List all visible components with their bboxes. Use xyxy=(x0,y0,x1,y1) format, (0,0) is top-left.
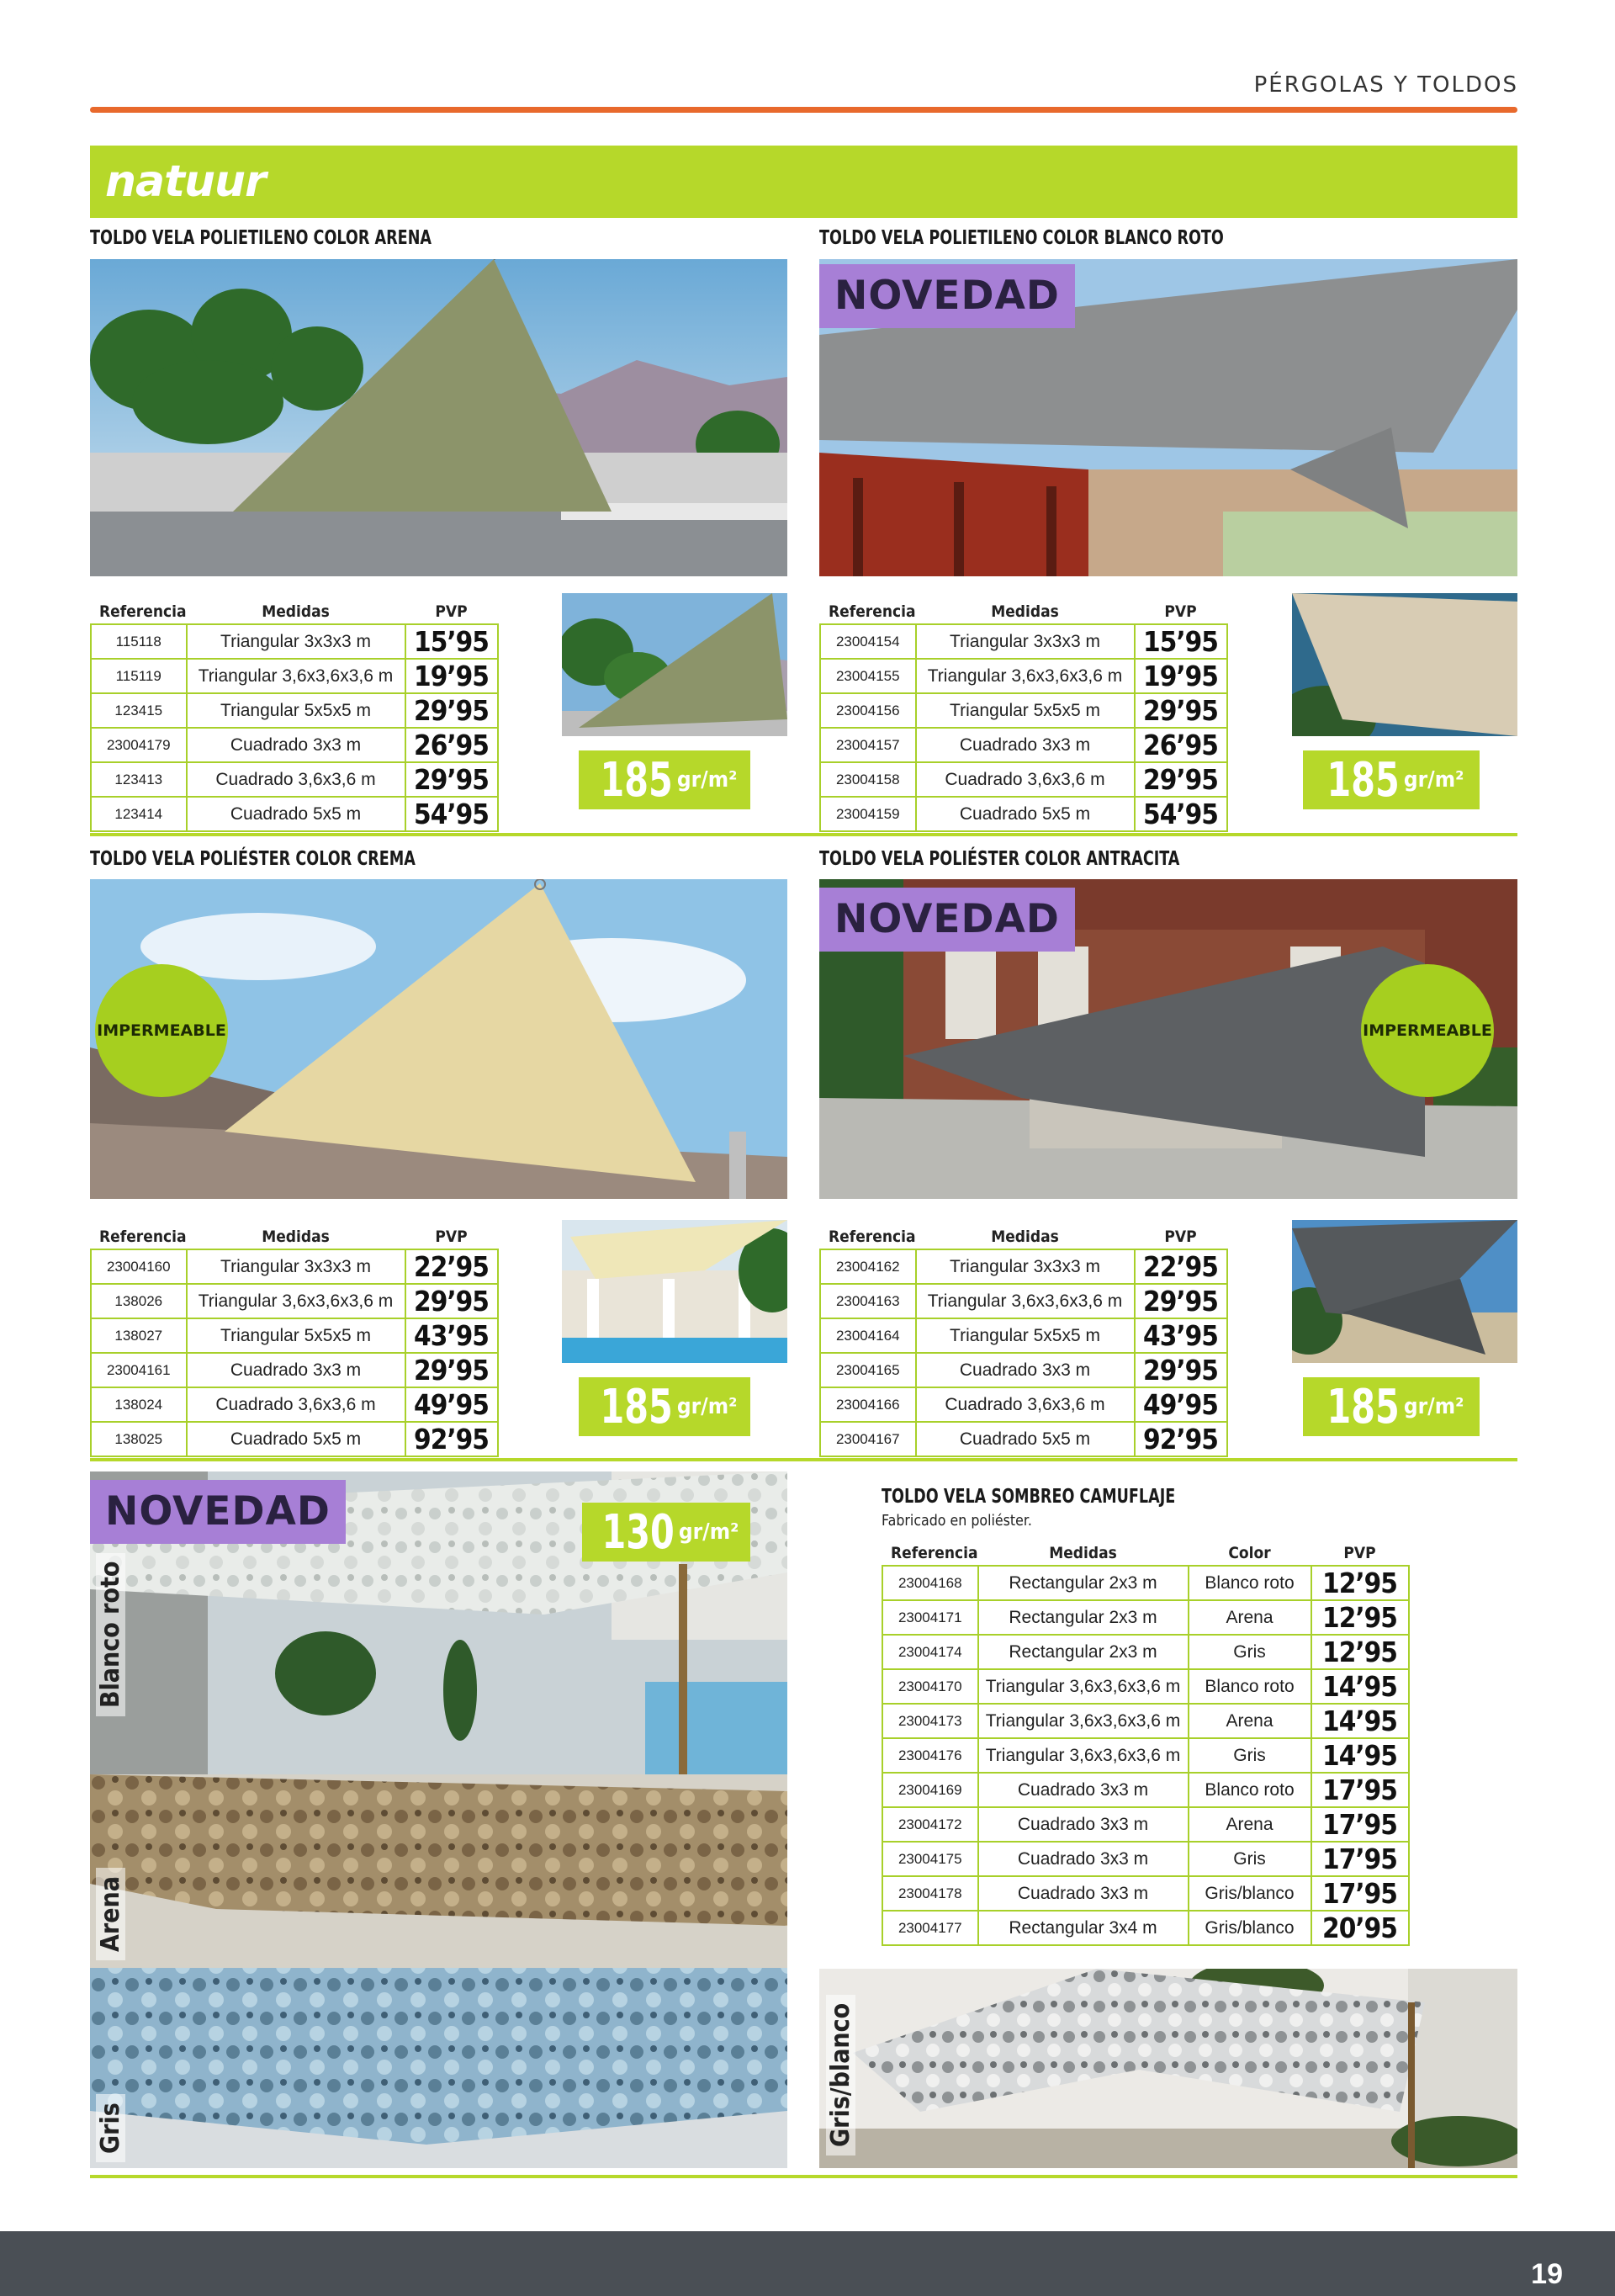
table-row xyxy=(820,659,1227,693)
cell-ref: 138027 xyxy=(91,1318,187,1353)
cell-medida: Triangular 3x3x3 m xyxy=(916,1249,1135,1284)
cell-medida: Cuadrado 3x3 m xyxy=(187,728,405,762)
product-thumbnail xyxy=(1292,1220,1517,1363)
cell-color: Arena xyxy=(1189,1704,1311,1738)
table-row xyxy=(882,1773,1409,1807)
cell-pvp: 29’95 xyxy=(405,693,498,728)
cell-color: Arena xyxy=(1189,1807,1311,1842)
th-referencia: Referencia xyxy=(829,602,916,621)
table-row xyxy=(820,728,1227,762)
th-referencia: Referencia xyxy=(829,1227,916,1246)
header-rule xyxy=(90,107,1517,113)
cell-color: Blanco roto xyxy=(1189,1566,1311,1600)
table-row xyxy=(882,1704,1409,1738)
price-table xyxy=(882,1540,1410,1946)
table-row xyxy=(820,1353,1227,1387)
cell-ref: 23004169 xyxy=(882,1773,978,1807)
cell-medida: Triangular 3,6x3,6x3,6 m xyxy=(187,659,405,693)
cell-pvp: 29’95 xyxy=(405,1353,498,1387)
cell-medida: Cuadrado 3x3 m xyxy=(187,1353,405,1387)
th-medidas: Medidas xyxy=(262,602,330,621)
cell-pvp: 14’95 xyxy=(1311,1669,1409,1704)
cell-color: Blanco roto xyxy=(1189,1773,1311,1807)
gsm-value: 130 xyxy=(601,1504,675,1560)
th-referencia: Referencia xyxy=(99,1227,187,1246)
cell-medida: Triangular 5x5x5 m xyxy=(187,1318,405,1353)
product-title: TOLDO VELA SOMBREO CAMUFLAJE xyxy=(882,1486,1176,1508)
cell-medida: Rectangular 3x4 m xyxy=(978,1911,1189,1945)
cell-medida: Cuadrado 3x3 m xyxy=(978,1807,1189,1842)
th-medidas: Medidas xyxy=(991,602,1059,621)
cell-ref: 115118 xyxy=(91,624,187,659)
table-row xyxy=(882,1807,1409,1842)
cell-ref: 23004154 xyxy=(820,624,916,659)
table-row xyxy=(882,1635,1409,1669)
gsm-unit: gr/m² xyxy=(676,767,738,793)
novedad-badge: NOVEDAD xyxy=(90,1480,346,1544)
cell-pvp: 17’95 xyxy=(1311,1876,1409,1911)
cell-ref: 123413 xyxy=(91,762,187,797)
table-row xyxy=(91,762,498,797)
cell-pvp: 92’95 xyxy=(405,1422,498,1456)
cell-ref: 23004164 xyxy=(820,1318,916,1353)
gsm-value: 185 xyxy=(600,752,673,808)
impermeable-badge: IMPERMEABLE xyxy=(95,964,228,1097)
cell-medida: Cuadrado 3,6x3,6 m xyxy=(916,1387,1135,1422)
cell-medida: Cuadrado 3,6x3,6 m xyxy=(187,762,405,797)
cell-ref: 138025 xyxy=(91,1422,187,1456)
cell-medida: Triangular 3,6x3,6x3,6 m xyxy=(916,1284,1135,1318)
gsm-unit: gr/m² xyxy=(678,1519,739,1545)
cell-medida: Triangular 3,6x3,6x3,6 m xyxy=(978,1738,1189,1773)
cell-pvp: 49’95 xyxy=(405,1387,498,1422)
table-row xyxy=(820,1422,1227,1456)
camouflage-photo-collage xyxy=(90,1471,787,2168)
cell-medida: Triangular 3x3x3 m xyxy=(916,624,1135,659)
weight-badge xyxy=(579,1377,750,1436)
cell-pvp: 14’95 xyxy=(1311,1738,1409,1773)
cell-ref: 23004161 xyxy=(91,1353,187,1387)
cell-pvp: 29’95 xyxy=(1135,762,1227,797)
table-row xyxy=(91,1284,498,1318)
cell-pvp: 49’95 xyxy=(1135,1387,1227,1422)
cell-pvp: 92’95 xyxy=(1135,1422,1227,1456)
cell-ref: 123414 xyxy=(91,797,187,831)
table-row xyxy=(91,1422,498,1456)
price-table xyxy=(819,599,1228,832)
cell-pvp: 22’95 xyxy=(405,1249,498,1284)
weight-badge xyxy=(1303,750,1480,809)
cell-color: Gris xyxy=(1189,1842,1311,1876)
cell-pvp: 22’95 xyxy=(1135,1249,1227,1284)
gsm-value: 185 xyxy=(600,1379,673,1434)
cell-ref: 23004156 xyxy=(820,693,916,728)
section-divider xyxy=(90,2175,1517,2178)
cell-pvp: 26’95 xyxy=(1135,728,1227,762)
price-table xyxy=(819,1224,1228,1457)
cell-color: Blanco roto xyxy=(1189,1669,1311,1704)
th-referencia: Referencia xyxy=(99,602,187,621)
cell-medida: Triangular 3,6x3,6x3,6 m xyxy=(978,1669,1189,1704)
cell-medida: Cuadrado 5x5 m xyxy=(187,1422,405,1456)
gsm-value: 185 xyxy=(1326,752,1400,808)
novedad-badge: NOVEDAD xyxy=(819,264,1075,328)
th-medidas: Medidas xyxy=(991,1227,1059,1246)
weight-badge xyxy=(1303,1377,1480,1436)
cell-ref: 23004179 xyxy=(91,728,187,762)
cell-ref: 23004178 xyxy=(882,1876,978,1911)
section-title: PÉRGOLAS Y TOLDOS xyxy=(1253,72,1518,98)
cell-color: Gris xyxy=(1189,1738,1311,1773)
cell-pvp: 54’95 xyxy=(1135,797,1227,831)
camouflage-photo-gris-blanco xyxy=(819,1969,1517,2168)
table-row xyxy=(820,1387,1227,1422)
impermeable-badge: IMPERMEABLE xyxy=(1361,964,1494,1097)
cell-medida: Triangular 3,6x3,6x3,6 m xyxy=(187,1284,405,1318)
table-row xyxy=(820,1284,1227,1318)
product-title: TOLDO VELA POLIETILENO COLOR BLANCO ROTO xyxy=(819,227,1224,249)
table-row xyxy=(820,797,1227,831)
table-row xyxy=(91,1387,498,1422)
cell-medida: Cuadrado 3x3 m xyxy=(978,1842,1189,1876)
cell-pvp: 26’95 xyxy=(405,728,498,762)
weight-badge xyxy=(582,1503,750,1562)
cell-ref: 23004168 xyxy=(882,1566,978,1600)
cell-ref: 23004167 xyxy=(820,1422,916,1456)
color-label-blanco-roto: Blanco roto xyxy=(96,1553,125,1716)
cell-pvp: 17’95 xyxy=(1311,1842,1409,1876)
color-label-gris-blanco: Gris/blanco xyxy=(826,1995,855,2155)
cell-medida: Triangular 3,6x3,6x3,6 m xyxy=(916,659,1135,693)
cell-medida: Cuadrado 3x3 m xyxy=(916,1353,1135,1387)
table-row xyxy=(820,624,1227,659)
cell-pvp: 12’95 xyxy=(1311,1635,1409,1669)
cell-ref: 23004160 xyxy=(91,1249,187,1284)
cell-pvp: 20’95 xyxy=(1311,1911,1409,1945)
cell-ref: 23004155 xyxy=(820,659,916,693)
cell-pvp: 29’95 xyxy=(405,1284,498,1318)
product-photo xyxy=(90,259,787,576)
table-row xyxy=(91,1249,498,1284)
section-divider xyxy=(90,833,1517,836)
cell-ref: 138024 xyxy=(91,1387,187,1422)
product-title: TOLDO VELA POLIÉSTER COLOR ANTRACITA xyxy=(819,848,1180,870)
cell-pvp: 29’95 xyxy=(1135,1284,1227,1318)
cell-pvp: 19’95 xyxy=(405,659,498,693)
cell-ref: 23004170 xyxy=(882,1669,978,1704)
cell-medida: Rectangular 2x3 m xyxy=(978,1566,1189,1600)
price-table xyxy=(90,599,499,832)
gsm-unit: gr/m² xyxy=(676,1394,738,1419)
color-label-gris: Gris xyxy=(96,2094,125,2162)
cell-pvp: 29’95 xyxy=(1135,693,1227,728)
table-row xyxy=(882,1876,1409,1911)
gsm-unit: gr/m² xyxy=(1403,767,1464,793)
cell-medida: Cuadrado 3,6x3,6 m xyxy=(916,762,1135,797)
table-row xyxy=(882,1911,1409,1945)
th-pvp: PVP xyxy=(435,602,468,621)
cell-medida: Cuadrado 5x5 m xyxy=(187,797,405,831)
cell-pvp: 12’95 xyxy=(1311,1600,1409,1635)
cell-ref: 23004159 xyxy=(820,797,916,831)
cell-medida: Cuadrado 3x3 m xyxy=(978,1876,1189,1911)
cell-ref: 23004174 xyxy=(882,1635,978,1669)
table-row xyxy=(882,1600,1409,1635)
cell-ref: 23004175 xyxy=(882,1842,978,1876)
cell-pvp: 12’95 xyxy=(1311,1566,1409,1600)
cell-color: Gris xyxy=(1189,1635,1311,1669)
table-row xyxy=(882,1842,1409,1876)
color-label-arena: Arena xyxy=(96,1868,125,1960)
cell-pvp: 17’95 xyxy=(1311,1807,1409,1842)
cell-ref: 23004163 xyxy=(820,1284,916,1318)
product-thumbnail xyxy=(562,593,787,736)
product-subtitle: Fabricado en poliéster. xyxy=(882,1512,1032,1530)
product-title: TOLDO VELA POLIÉSTER COLOR CREMA xyxy=(90,848,416,870)
cell-ref: 23004165 xyxy=(820,1353,916,1387)
cell-ref: 23004166 xyxy=(820,1387,916,1422)
cell-pvp: 15’95 xyxy=(405,624,498,659)
th-pvp: PVP xyxy=(1164,602,1197,621)
cell-medida: Triangular 5x5x5 m xyxy=(187,693,405,728)
section-divider xyxy=(90,1458,1517,1461)
gsm-unit: gr/m² xyxy=(1403,1394,1464,1419)
th-medidas: Medidas xyxy=(1049,1543,1117,1562)
cell-pvp: 15’95 xyxy=(1135,624,1227,659)
product-thumbnail xyxy=(1292,593,1517,736)
table-row xyxy=(820,1318,1227,1353)
table-row xyxy=(820,762,1227,797)
cell-ref: 23004173 xyxy=(882,1704,978,1738)
cell-ref: 23004176 xyxy=(882,1738,978,1773)
page-number: 19 xyxy=(1531,2258,1563,2290)
th-pvp: PVP xyxy=(1164,1227,1197,1246)
cell-ref: 23004177 xyxy=(882,1911,978,1945)
th-medidas: Medidas xyxy=(262,1227,330,1246)
cell-medida: Triangular 3,6x3,6x3,6 m xyxy=(978,1704,1189,1738)
th-color: Color xyxy=(1228,1543,1271,1562)
cell-pvp: 14’95 xyxy=(1311,1704,1409,1738)
cell-ref: 23004172 xyxy=(882,1807,978,1842)
cell-medida: Triangular 3x3x3 m xyxy=(187,1249,405,1284)
cell-ref: 123415 xyxy=(91,693,187,728)
cell-ref: 23004171 xyxy=(882,1600,978,1635)
th-pvp: PVP xyxy=(435,1227,468,1246)
weight-badge xyxy=(579,750,750,809)
table-row xyxy=(882,1738,1409,1773)
cell-pvp: 54’95 xyxy=(405,797,498,831)
table-row xyxy=(882,1669,1409,1704)
table-row xyxy=(820,1249,1227,1284)
cell-ref: 23004157 xyxy=(820,728,916,762)
cell-ref: 23004158 xyxy=(820,762,916,797)
cell-medida: Cuadrado 3,6x3,6 m xyxy=(187,1387,405,1422)
cell-medida: Cuadrado 3x3 m xyxy=(978,1773,1189,1807)
gsm-value: 185 xyxy=(1326,1379,1400,1434)
cell-medida: Cuadrado 3x3 m xyxy=(916,728,1135,762)
cell-color: Gris/blanco xyxy=(1189,1911,1311,1945)
table-row xyxy=(91,1353,498,1387)
cell-pvp: 29’95 xyxy=(405,762,498,797)
cell-color: Arena xyxy=(1189,1600,1311,1635)
brand-logo: natuur xyxy=(105,156,266,207)
th-pvp: PVP xyxy=(1343,1543,1376,1562)
cell-medida: Triangular 5x5x5 m xyxy=(916,693,1135,728)
cell-pvp: 43’95 xyxy=(1135,1318,1227,1353)
price-table xyxy=(90,1224,499,1457)
table-row xyxy=(91,797,498,831)
table-row xyxy=(882,1566,1409,1600)
cell-medida: Rectangular 2x3 m xyxy=(978,1600,1189,1635)
table-row xyxy=(820,693,1227,728)
cell-pvp: 19’95 xyxy=(1135,659,1227,693)
cell-pvp: 43’95 xyxy=(405,1318,498,1353)
table-row xyxy=(91,728,498,762)
table-row xyxy=(91,693,498,728)
cell-medida: Cuadrado 5x5 m xyxy=(916,1422,1135,1456)
cell-ref: 23004162 xyxy=(820,1249,916,1284)
brand-bar xyxy=(90,146,1517,218)
cell-pvp: 17’95 xyxy=(1311,1773,1409,1807)
cell-medida: Cuadrado 5x5 m xyxy=(916,797,1135,831)
th-referencia: Referencia xyxy=(891,1543,978,1562)
cell-ref: 138026 xyxy=(91,1284,187,1318)
cell-medida: Rectangular 2x3 m xyxy=(978,1635,1189,1669)
novedad-badge: NOVEDAD xyxy=(819,888,1075,952)
cell-medida: Triangular 3x3x3 m xyxy=(187,624,405,659)
table-row xyxy=(91,659,498,693)
table-row xyxy=(91,1318,498,1353)
cell-ref: 115119 xyxy=(91,659,187,693)
table-row xyxy=(91,624,498,659)
cell-pvp: 29’95 xyxy=(1135,1353,1227,1387)
cell-medida: Triangular 5x5x5 m xyxy=(916,1318,1135,1353)
product-thumbnail xyxy=(562,1220,787,1363)
product-title: TOLDO VELA POLIETILENO COLOR ARENA xyxy=(90,227,432,249)
footer-bar xyxy=(0,2231,1615,2296)
cell-color: Gris/blanco xyxy=(1189,1876,1311,1911)
